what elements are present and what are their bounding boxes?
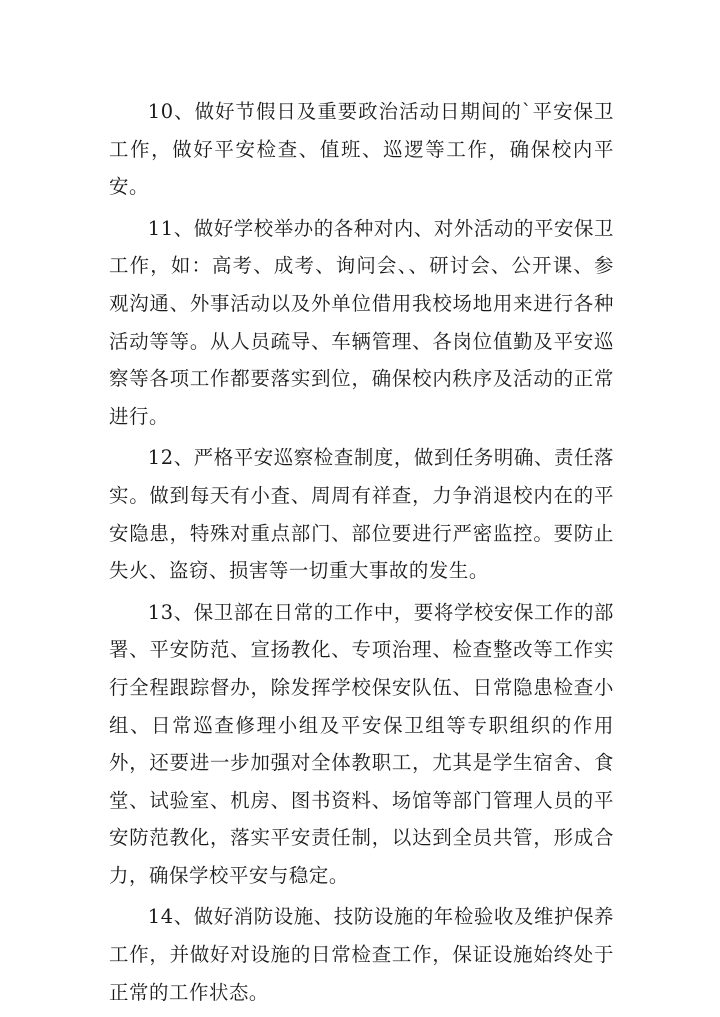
paragraph-item-11: 11、做好学校举办的各种对内、对外活动的平安保卫工作，如：高考、成考、询问会、、研讨会、公开课、参观沟通、外事活动以及外单位借用我校场地用来进行各种活动等等。从人员疏导、车辆管理、各岗位值勤及平安巡察等各项工作都要落实到位，确保校内秩序及活动的正常进行。 (109, 216, 614, 428)
document-body (109, 93, 614, 1015)
paragraph-item-10: 10、做好节假日及重要政治活动日期间的`平安保卫工作，做好平安检查、值班、巡逻等工作，确保校内平安。 (109, 100, 614, 199)
paragraph-item-12: 12、严格平安巡察检查制度，做到任务明确、责任落实。做到每天有小査、周周有祥查，力争消退校内在的平安隐患，特殊对重点部门、部位要进行严密监控。要防止失火、盗窃、损害等一切重大事故的发生。 (109, 446, 614, 583)
paragraph-item-14: 14、做好消防设施、技防设施的年检验收及维护保养工作，并做好对设施的日常检查工作，保证设施始终处于正常的工作状态。 (109, 905, 614, 1004)
paragraph-item-13: 13、保卫部在日常的工作中，要将学校安保工作的部署、平安防范、宣扬教化、专项治理、检查整改等工作实行全程跟踪督办，除发挥学校保安队伍、日常隐患检查小组、日常巡查修理小组及平安保卫组等专职组织的作用外，还要进一步加强对全体教职工，尤其是学生宿舍、食堂、试验室、机房、图书资料、场馆等部门管理人员的平安防范教化，落实平安责任制，以达到全员共管，形成合力，确保学校平安与稳定。 (109, 600, 614, 887)
